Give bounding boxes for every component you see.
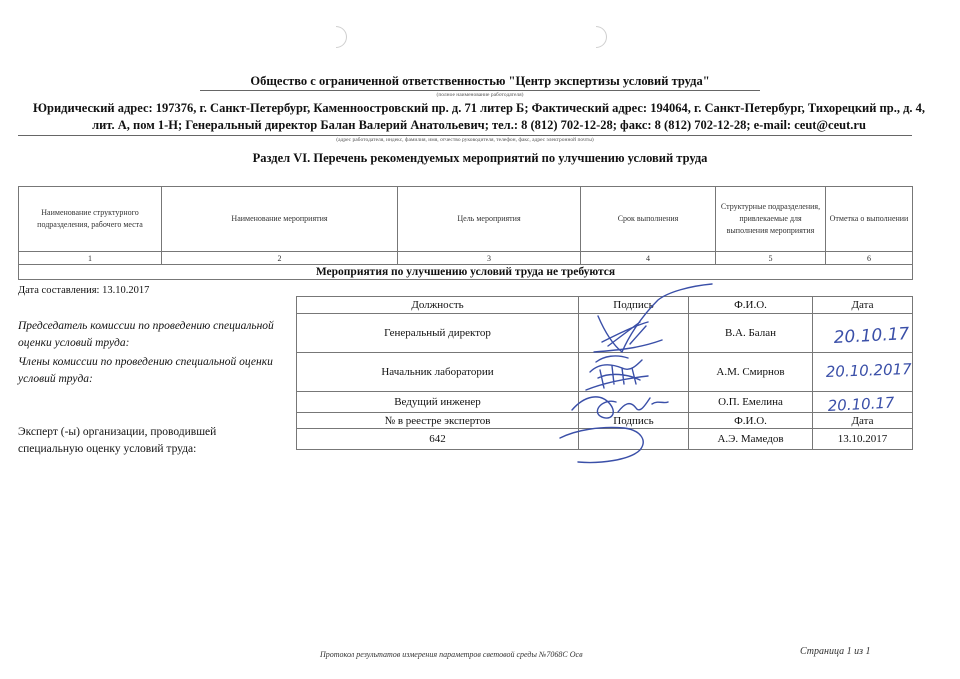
- org-underline: [200, 90, 760, 91]
- col-header-goal: Цель мероприятия: [398, 187, 581, 252]
- col-number: 1: [19, 252, 162, 265]
- measures-header-row: [19, 187, 913, 252]
- col-header-deadline: Срок выполнения: [581, 187, 716, 252]
- col-number: 3: [398, 252, 581, 265]
- address-underline: [18, 135, 912, 136]
- col-header-completion-mark: Отметка о выполнении: [826, 187, 913, 252]
- measures-note: Мероприятия по улучшению условий труда не требуются: [19, 265, 913, 280]
- date-cell: 13.10.2017: [813, 429, 913, 450]
- organization-name: Общество с ограниченной ответственностью "Центр экспертизы условий труда": [250, 74, 710, 88]
- col-header-registry-number: № в реестре экспертов: [297, 413, 579, 429]
- full-name-cell: А.М. Смирнов: [689, 353, 813, 392]
- punch-hole-left: [336, 26, 347, 48]
- footer-protocol: Протокол результатов измерения параметров световой среды №7068С Осв: [320, 650, 583, 659]
- registry-number-cell: 642: [297, 429, 579, 450]
- signature-row: [297, 314, 913, 353]
- position-cell: Ведущий инженер: [297, 392, 579, 413]
- expert-row: [297, 429, 913, 450]
- address-caption: (адрес работодателя, индекс, фамилия, имя, отчество руководителя, телефон, факс, адрес электронной почты): [336, 137, 594, 143]
- expert-header-row: [297, 413, 913, 429]
- col-header-date: Дата: [813, 413, 913, 429]
- handwritten-date-1: 20.10.17: [833, 324, 910, 348]
- col-header-date: Дата: [813, 297, 913, 314]
- address-line-2: лит. А, пом 1-Н; Генеральный директор Балан Валерий Анатольевич; тел.: 8 (812) 702-12-28; факс: 8 (812) 702-12-28; e-mail: ceut@ceut.ru: [92, 118, 866, 132]
- footer-page-number: Страница 1 из 1: [800, 646, 871, 657]
- signature-row: [297, 353, 913, 392]
- signature-cell: [579, 353, 689, 392]
- col-header-position: Должность: [297, 297, 579, 314]
- col-header-full-name: Ф.И.О.: [689, 297, 813, 314]
- position-cell: Генеральный директор: [297, 314, 579, 353]
- col-header-department: Наименование структурного подразделения, рабочего места: [19, 187, 162, 252]
- signature-cell: [579, 392, 689, 413]
- col-header-signature: Подпись: [579, 413, 689, 429]
- col-number: 6: [826, 252, 913, 265]
- section-title: Раздел VI. Перечень рекомендуемых мероприятий по улучшению условий труда: [252, 151, 708, 165]
- col-header-involved-units: Структурные подразделения, привлекаемые для выполнения мероприятия: [716, 187, 826, 252]
- position-cell: Начальник лаборатории: [297, 353, 579, 392]
- col-header-full-name: Ф.И.О.: [689, 413, 813, 429]
- full-name-cell: В.А. Балан: [689, 314, 813, 353]
- expert-label: Эксперт (-ы) организации, проводившей специальную оценку условий труда:: [18, 426, 217, 455]
- members-label: Члены комиссии по проведению специальной оценки условий труда:: [18, 356, 273, 385]
- measures-number-row: [19, 252, 913, 265]
- signature-cell: [579, 429, 689, 450]
- date-cell: [813, 392, 913, 413]
- signature-cell: [579, 314, 689, 353]
- col-number: 5: [716, 252, 826, 265]
- col-header-signature: Подпись: [579, 297, 689, 314]
- full-name-cell: О.П. Емелина: [689, 392, 813, 413]
- handwritten-date-3: 20.10.17: [827, 393, 895, 415]
- compiled-date: Дата составления: 13.10.2017: [18, 285, 150, 296]
- measures-table: [18, 186, 913, 280]
- chairman-label: Председатель комиссии по проведению специальной оценки условий труда:: [18, 320, 274, 349]
- col-number: 4: [581, 252, 716, 265]
- date-cell: [813, 353, 913, 392]
- org-caption: (полное наименование работодателя): [436, 92, 524, 98]
- signature-table: [296, 296, 913, 450]
- address-line-1: Юридический адрес: 197376, г. Санкт-Петербург, Каменноостровский пр. д. 71 литер Б; Фактический адрес: 194064, г. Санкт-Петербург, Тихорецкий пр., д. 4,: [32, 101, 926, 115]
- organization-address: [14, 100, 944, 134]
- measures-note-row: [19, 265, 913, 280]
- punch-hole-right: [596, 26, 607, 48]
- col-header-measure: Наименование мероприятия: [162, 187, 398, 252]
- signature-header-row: [297, 297, 913, 314]
- col-number: 2: [162, 252, 398, 265]
- date-cell: [813, 314, 913, 353]
- handwritten-date-2: 20.10.2017: [825, 360, 912, 381]
- full-name-cell: А.Э. Мамедов: [689, 429, 813, 450]
- signature-row: [297, 392, 913, 413]
